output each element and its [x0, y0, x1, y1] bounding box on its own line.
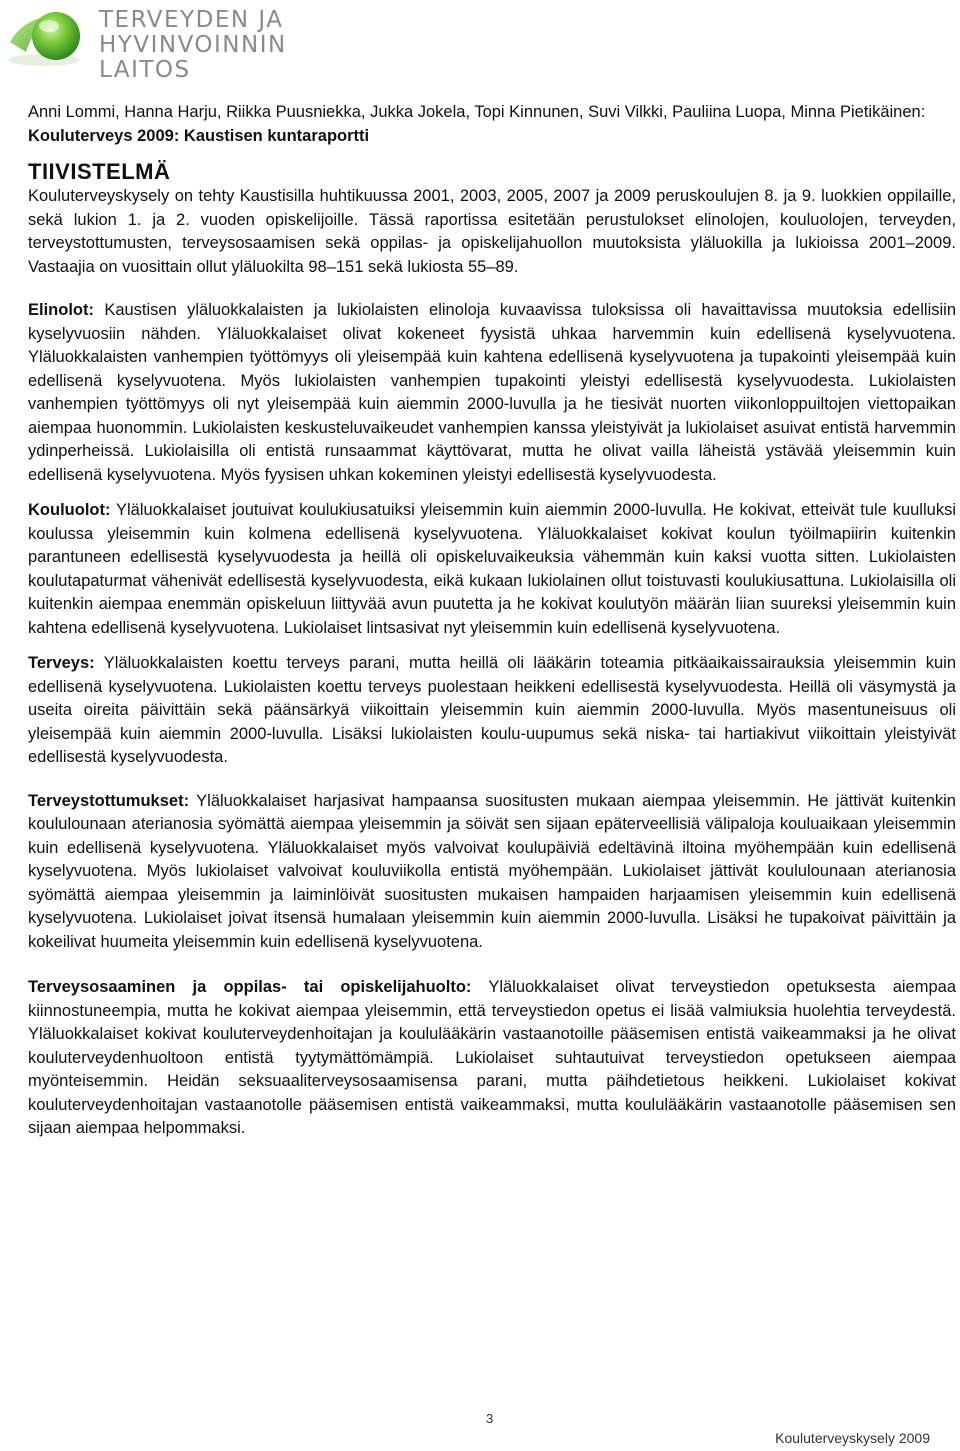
section-elinolot: [28, 299, 956, 487]
section-terveysosaaminen: [28, 976, 956, 1141]
section-terveystottumukset: [28, 790, 956, 955]
section-label: Terveys:: [28, 654, 95, 672]
section-text: Yläluokkalaiset olivat terveystiedon opetuksesta aiempaa kiinnostuneempia, mutta he kokivat aiempaa yleisemmin, että terveystiedon opetus ei lisää valmiuksia huolehtia terveydestä. Yläluokkalaiset kokivat kouluterveydenhoitajan ja koululääkärin vastaanotoille pääsemisen entistä vaikeammaksi ja he olivat kouluterveydenhuoltoon entistä tyytymättömämpiä. Lukiolaiset suhtautuivat terveystiedon opetukseen aiempaa myönteisemmin. Heidän seksuaaliterveysosaamisensa parani, mutta päihdetietous heikkeni. Lukiolaiset kokivat kouluterveydenhoitajan vastaanotolle pääsemisen entistä vaikeammaksi, mutta koululääkärin vastaanotolle pääsemisen sen sijaan aiempaa helpommaksi.: [28, 978, 956, 1137]
logo-sphere-icon: [4, 2, 100, 68]
thl-logo: [4, 2, 384, 83]
author-line: [28, 101, 956, 148]
section-text: Yläluokkalaisten koettu terveys parani, mutta heillä oli lääkärin toteamia pitkäaikaissairauksia yleisemmin kuin edellisenä kyselyvuotena. Lukiolaisten koettu terveys puolestaan heikkeni edellisestä kyselyvuodesta. Heillä oli väsymystä ja useita oireita päivittäin sekä päänsärkyä viikoittain yleisemmin kuin aiemmin 2000-luvulla. Myös masentuneisuus oli yleisempää kuin aiemmin 2000-luvulla. Lisäksi lukiolaisten koulu-uupumus sekä niska- tai hartiakivut viikoittain yleistyivät edellisestä kyselyvuodesta.: [28, 654, 957, 766]
logo-line-1: TERVEYDEN JA: [99, 7, 284, 33]
report-title: Kouluterveys 2009: Kaustisen kuntaraportti: [28, 126, 370, 145]
section-label: Kouluolot:: [28, 501, 111, 519]
section-label: Terveysosaaminen ja oppilas- tai opiskelijahuolto:: [28, 978, 472, 996]
section-text: Yläluokkalaiset joutuivat koulukiusatuiksi yleisemmin kuin aiemmin 2000-luvulla. He kokivat, etteivät tule kuulluksi koulussa yleisemmin kuin kolmena edellisenä kyselyvuotena. Yläluokkalaiset kokivat koulun työilmapiirin kuitenkin parantuneen edellisestä kyselyvuodesta ja heillä oli opiskeluvaikeuksia vähemmän kuin kaksi vuotta sitten. Lukiolaisten koulutapaturmat vähenivät edellisestä kyselyvuodesta, eikä kukaan lukiolainen ollut toistuvasti koulukiusattuna. Lukiolaisilla oli kuitenkin aiempaa enemmän opiskeluun liittyvää avun puutetta ja he kokivat koulutyön määrän liian suureksi yleisemmin kuin kahtena edellisenä kyselyvuotena. Lukiolaiset lintsasivat nyt yleisemmin kuin edellisenä kyselyvuotena.: [28, 501, 956, 637]
document-body: [28, 101, 956, 1153]
logo-line-2: HYVINVOINNIN LAITOS: [99, 32, 287, 83]
section-label: Elinolot:: [28, 301, 94, 319]
section-text: Kaustisen yläluokkalaisten ja lukiolaisten elinoloja kuvaavissa tuloksissa oli havaittavissa muutoksia edellisiin kyselyvuosiin nähden. Yläluokkalaiset olivat kokeneet fyysistä uhkaa harvemmin kuin edellisenä kyselyvuotena. Yläluokkalaisten vanhempien työttömyys oli yleisempää kuin kahtena edellisenä kyselyvuotena ja tupakointi yleisempää kuin edellisenä kyselyvuotena. Myös lukiolaisten vanhempien tupakointi yleistyi edellisestä kyselyvuodesta. Lukiolaisten vanhempien työttömyys oli nyt yleisempää kuin aiemmin 2000-luvulla ja he tiesivät nuorten viikonloppuiltojen viettopaikan aiempaa huonommin. Lukiolaisten keskusteluvaikeudet vanhempien kanssa yleistyivät ja lukiolaiset asuivat entistä harvemmin ydinperheissä. Lukiolaisilla oli entistä runsaammat käyttövarat, mutta he olivat vailla läheistä ystävää yleisemmin kuin edellisenä kyselyvuotena. Myös fyysisen uhkan kokeminen yleistyi edellisestä kyselyvuodesta.: [28, 301, 956, 484]
author-names: Anni Lommi, Hanna Harju, Riikka Puusniekka, Jukka Jokela, Topi Kinnunen, Suvi Vilkki, Pauliina Luopa, Minna Pietikäinen:: [28, 103, 926, 121]
page-number: 3: [486, 1411, 494, 1426]
section-label: Terveystottumukset:: [28, 791, 190, 810]
section-kouluolot: [28, 499, 956, 640]
intro-paragraph: Kouluterveyskysely on tehty Kaustisilla huhtikuussa 2001, 2003, 2005, 2007 ja 2009 peruskoulujen 8. ja 9. luokkien oppilaille, sekä lukion 1. ja 2. vuoden opiskelijoille. Tässä raportissa esitetään perustulokset elinolojen, kouluolojen, terveyden, terveystottumusten, terveysosaamisen sekä oppilas- ja opiskelijahuollon muutoksista yläluokilla ja lukioissa 2001–2009. Vastaajia on vuosittain ollut yläluokilta 98–151 sekä lukiosta 55–89.: [28, 187, 956, 276]
section-terveys: [28, 652, 956, 770]
footer-brand: Kouluterveyskysely 2009: [775, 1430, 930, 1446]
section-text: Yläluokkalaiset harjasivat hampaansa suositusten mukaan aiempaa yleisemmin. He jättivät kuitenkin koululounaan aterianosia syömättä aiempaa yleisemmin ja söivät sen sijaan epäterveellisiä välipaloja kouluaikaan yleisemmin kuin edellisenä kyselyvuotena. Yläluokkalaiset myös valvoivat koulupäiviä edeltävinä iltoina myöhempään kuin edellisenä kyselyvuotena. Myös lukiolaiset valvoivat kouluviikolla entistä myöhempään. Lukiolaiset jättivät koululounaan aterianosia syömättä aiempaa yleisemmin ja laiminlöivät suositusten mukaisen hampaiden harjaamisen yleisemmin kuin edellisenä kyselyvuotena. Lukiolaiset joivat itsensä humalaan yleisemmin kuin aiemmin 2000-luvulla. Lisäksi he tupakoivat päivittäin ja kokeilivat huumeita yleisemmin kuin edellisenä kyselyvuotena.: [28, 791, 956, 951]
summary-heading: TIIVISTELMÄ: [28, 159, 171, 184]
